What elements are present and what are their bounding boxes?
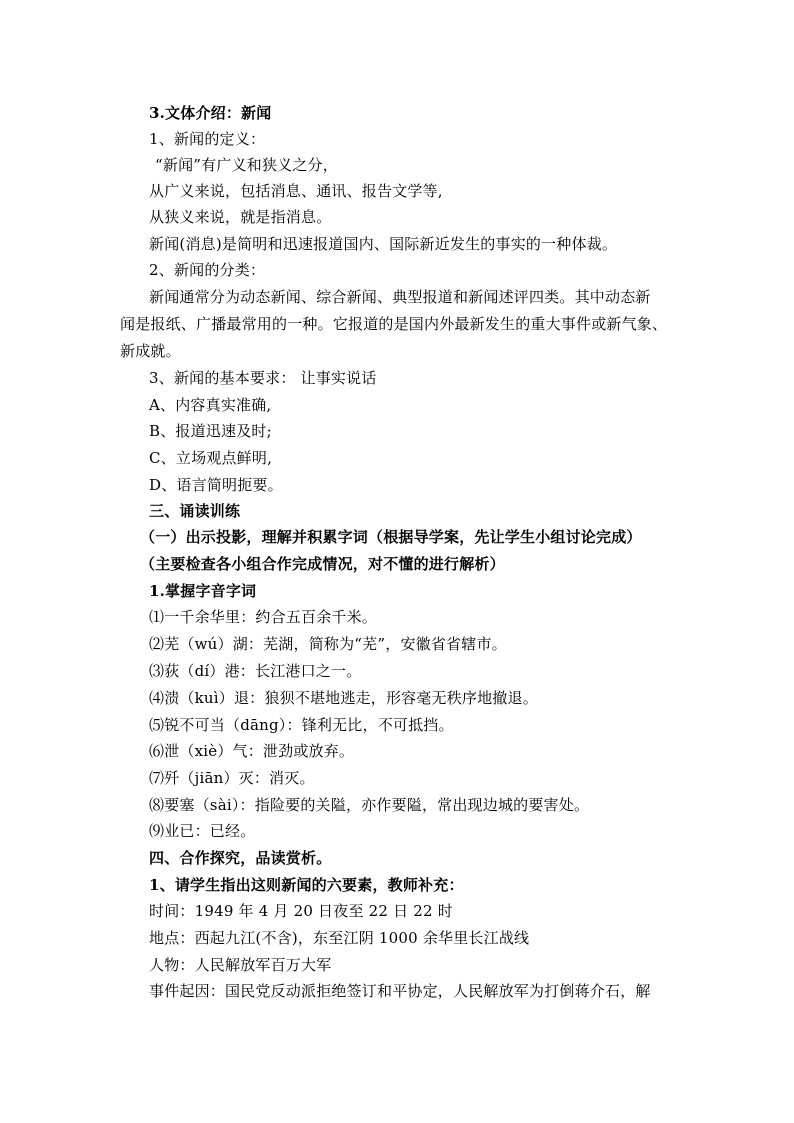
section-heading-genre-intro: 3.文体介绍：新闻 [149, 104, 272, 122]
list-item: A、内容真实准确, [149, 396, 272, 414]
paragraph-line: 新闻通常分为动态新闻、综合新闻、典型报道和新闻述评四类。其中动态新 [149, 288, 651, 306]
list-item: C、立场观点鲜明, [149, 449, 273, 467]
list-item: D、语言简明扼要。 [149, 476, 283, 494]
vocabulary-item: ⑹泄（xiè）气：泄劲或放弃。 [149, 742, 355, 760]
bold-instruction-line: （主要检查各小组合作完成情况，对不懂的进行解析） [140, 555, 505, 573]
subheading-news-categories: 2、新闻的分类： [149, 261, 266, 279]
vocabulary-item: ⑻要塞（sài）：指险要的关隘，亦作要隘，常出现边城的要害处。 [149, 796, 590, 814]
paragraph-line: 从狭义来说，就是指消息。 [149, 208, 332, 226]
vocabulary-item: ⑺歼（jiān）灭：消灭。 [149, 769, 315, 787]
paragraph-line: 新成就。 [120, 342, 181, 360]
news-element-time: 时间：1949 年 4 月 20 日夜至 22 日 22 时 [149, 902, 453, 920]
subheading-news-definition: 1、新闻的定义： [149, 130, 266, 148]
paragraph-line: 闻是报纸、广播最常用的一种。它报道的是国内外最新发生的重大事件或新气象、 [120, 315, 668, 333]
subheading-vocabulary: 1.掌握字音字词 [149, 582, 257, 600]
paragraph-line: 新闻(消息)是简明和迅速报道国内、国际新近发生的事实的一种体裁。 [149, 235, 618, 253]
vocabulary-item: ⑷溃（kuì）退：狼狈不堪地逃走，形容毫无秩序地撤退。 [149, 689, 538, 707]
news-element-place: 地点：西起九江(不含)，东至江阴 1000 余华里长江战线 [149, 929, 530, 947]
vocabulary-item: ⑶荻（dí）港：长江港口之一。 [149, 662, 362, 680]
news-element-people: 人物：人民解放军百万大军 [149, 956, 332, 974]
subheading-news-requirements: 3、新闻的基本要求： 让事实说话 [149, 369, 377, 387]
bold-instruction-line: 1、请学生指出这则新闻的六要素，教师补充： [149, 876, 464, 894]
section-heading-reading-training: 三、诵读训练 [149, 502, 241, 520]
paragraph-line: “新闻”有广义和狭义之分， [155, 156, 338, 174]
section-heading-cooperative-inquiry: 四、合作探究，品读赏析。 [149, 849, 332, 867]
vocabulary-item: ⑸锐不可当（dāng）：锋利无比，不可抵挡。 [149, 716, 454, 734]
vocabulary-item: ⑴一千余华里：约合五百余千米。 [149, 608, 378, 626]
news-element-cause: 事件起因：国民党反动派拒绝签订和平协定，人民解放军为打倒蒋介石，解 [149, 982, 651, 1000]
list-item: B、报道迅速及时; [149, 422, 272, 440]
bold-instruction-line: （一）出示投影，理解并积累字词（根据导学案，先让学生小组讨论完成） [140, 528, 642, 546]
vocabulary-item: ⑼业已：已经。 [149, 822, 256, 840]
vocabulary-item: ⑵芜（wú）湖：芜湖，简称为“芜”，安徽省省辖市。 [149, 635, 507, 653]
paragraph-line: 从广义来说，包括消息、通讯、报告文学等, [149, 182, 443, 200]
